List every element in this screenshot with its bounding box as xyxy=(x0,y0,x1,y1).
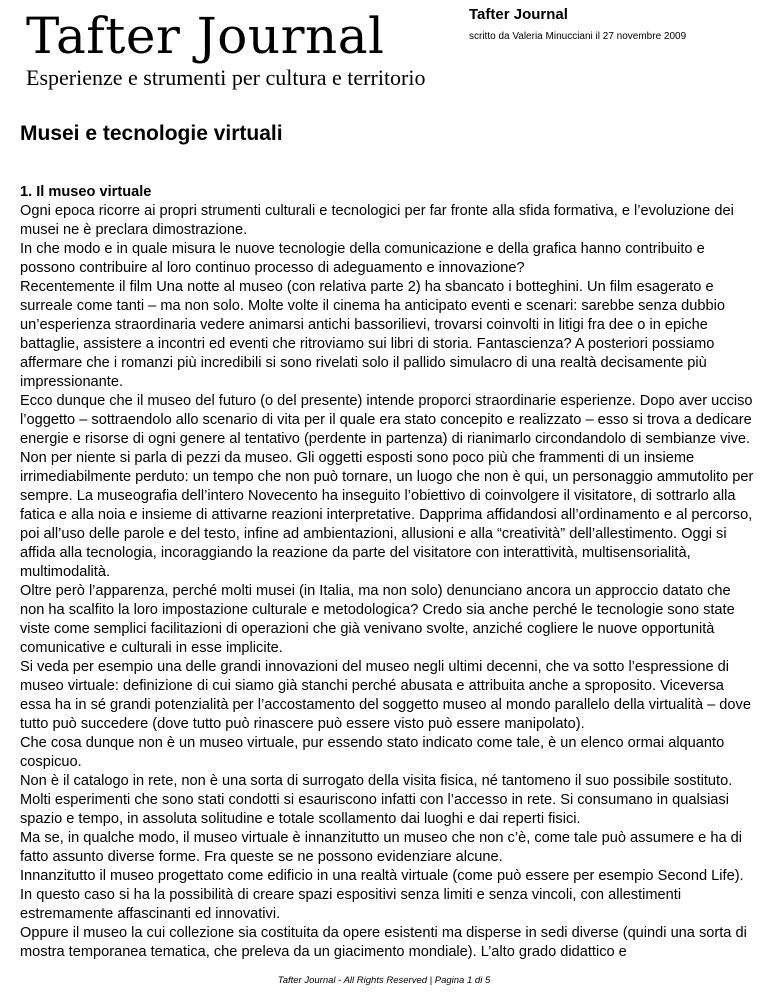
journal-logo xyxy=(26,8,446,90)
paragraph: Ecco dunque che il museo del futuro (o del presente) intende proporci straordinarie esperienze. Dopo aver ucciso l’oggetto – sottraendolo allo scenario di vita per il quale era stato concepito e realizzato – esso si trova a dedicare energie e risorse di ogni genere al tentativo (perdente in partenza) di rianimarlo circondandolo di sembianze vive. xyxy=(20,393,753,447)
article-meta xyxy=(469,6,686,44)
paragraph: In che modo e in quale misura le nuove tecnologie della comunicazione e della grafica hanno contribuito e possono contribuire al loro continuo processo di adeguamento e innovazione? xyxy=(20,241,705,276)
logo-title: Tafter Journal xyxy=(26,7,385,65)
section-heading: 1. Il museo virtuale xyxy=(20,184,152,200)
paragraph: Innanzitutto il museo progettato come edificio in una realtà virtuale (come può essere per esempio Second Life). In questo caso si ha la possibilità di creare spazi espositivi senza limiti e senza vincoli, con allestimenti estremamente affascinanti ed innovativi. xyxy=(20,868,744,922)
paragraph: Oppure il museo la cui collezione sia costituita da opere esistenti ma disperse in sedi diverse (quindi una sorta di mostra temporanea tematica, che preleva da un giacimento mondiale). L’alto grado didattico e xyxy=(20,925,747,960)
page-footer: Tafter Journal - All Rights Reserved | Pagina 1 di 5 xyxy=(277,975,491,986)
paragraph: Ma se, in qualche modo, il museo virtuale è innanzitutto un museo che non c’è, come tale può assumere e ha di fatto assunto diverse forme. Fra queste se ne possono evidenziare alcune. xyxy=(20,830,742,865)
paragraph: Ogni epoca ricorre ai propri strumenti culturali e tecnologici per far fronte alla sfida formativa, e l’evoluzione dei musei ne è preclara dimostrazione. xyxy=(20,203,734,238)
paragraph: Oltre però l’apparenza, perché molti musei (in Italia, ma non solo) denunciano ancora un approccio datato che non ha scalfito la loro impostazione culturale e metodologica? Credo sia anche perché le tecnologie sono state viste come semplici facilitazioni di operazioni che già venivano svolte, anziché cogliere le nuove opportunità comunicative e culturali in esse implicite. xyxy=(20,583,735,656)
article-title: Musei e tecnologie virtuali xyxy=(20,122,283,145)
paragraph: Non per niente si parla di pezzi da museo. Gli oggetti esposti sono poco più che frammenti di un insieme irrimediabilmente perduto: un tempo che non può tornare, un luogo che non è qui, un personaggio ammutolito per sempre. La museografia dell’intero Novecento ha inseguito l’obiettivo di coinvolgere il visitatore, di sottrarlo alla fatica e alla noia e insieme di attivarne reazioni interpretative. Dapprima affidandosi all’ordinamento e al percorso, poi all’uso delle parole e del testo, infine ad ambientazioni, allusioni e alla “creatività” dell’allestimento. Oggi si affida alla tecnologia, incoraggiando la reazione da parte del visitatore con interattività, multisensorialità, multimodalità. xyxy=(20,450,754,580)
paragraph: Non è il catalogo in rete, non è una sorta di surrogato della visita fisica, né tantomeno il suo possibile sostituto. xyxy=(20,773,733,789)
journal-name: Tafter Journal xyxy=(469,6,568,23)
paragraph: Molti esperimenti che sono stati condotti si esauriscono infatti con l’accesso in rete. Si consumano in qualsiasi spazio e tempo, in assoluta solitudine e totale scollamento dai luoghi e dai reperti fisici. xyxy=(20,792,729,827)
paragraph: Si veda per esempio una delle grandi innovazioni del museo negli ultimi decenni, che va sotto l’espressione di museo virtuale: definizione di cui siamo già stanchi perché abusata e attribuita anche a sproposito. Viceversa essa ha in sé grandi potenzialità per l’accostamento del soggetto museo al mondo parallelo della virtualità – dove tutto può succedere (dove tutto può rinascere può essere visto può essere manipolato). xyxy=(20,659,751,732)
byline: scritto da Valeria Minucciani il 27 novembre 2009 xyxy=(469,31,687,42)
paragraph: Recentemente il film Una notte al museo (con relativa parte 2) ha sbancato i botteghini. Un film esagerato e surreale come tanti – ma non solo. Molte volte il cinema ha anticipato eventi e scenari: sarebbe senza dubbio un’esperienza straordinaria vedere animarsi antichi bassorilievi, trovarsi coinvolti in litigi fra dee o in epiche battaglie, assistere a incontri ed eventi che ritroviamo sui libri di storia. Fantascienza? A posteriori possiamo affermare che i romanzi più incredibili si sono rivelati solo il pallido simulacro di una realtà decisamente più impressionante. xyxy=(20,279,725,390)
article-body xyxy=(20,183,758,962)
logo-subtitle: Esperienze e strumenti per cultura e territorio xyxy=(26,65,426,90)
paragraph: Che cosa dunque non è un museo virtuale, pur essendo stato indicato come tale, è un elenco ormai alquanto cospicuo. xyxy=(20,735,725,770)
